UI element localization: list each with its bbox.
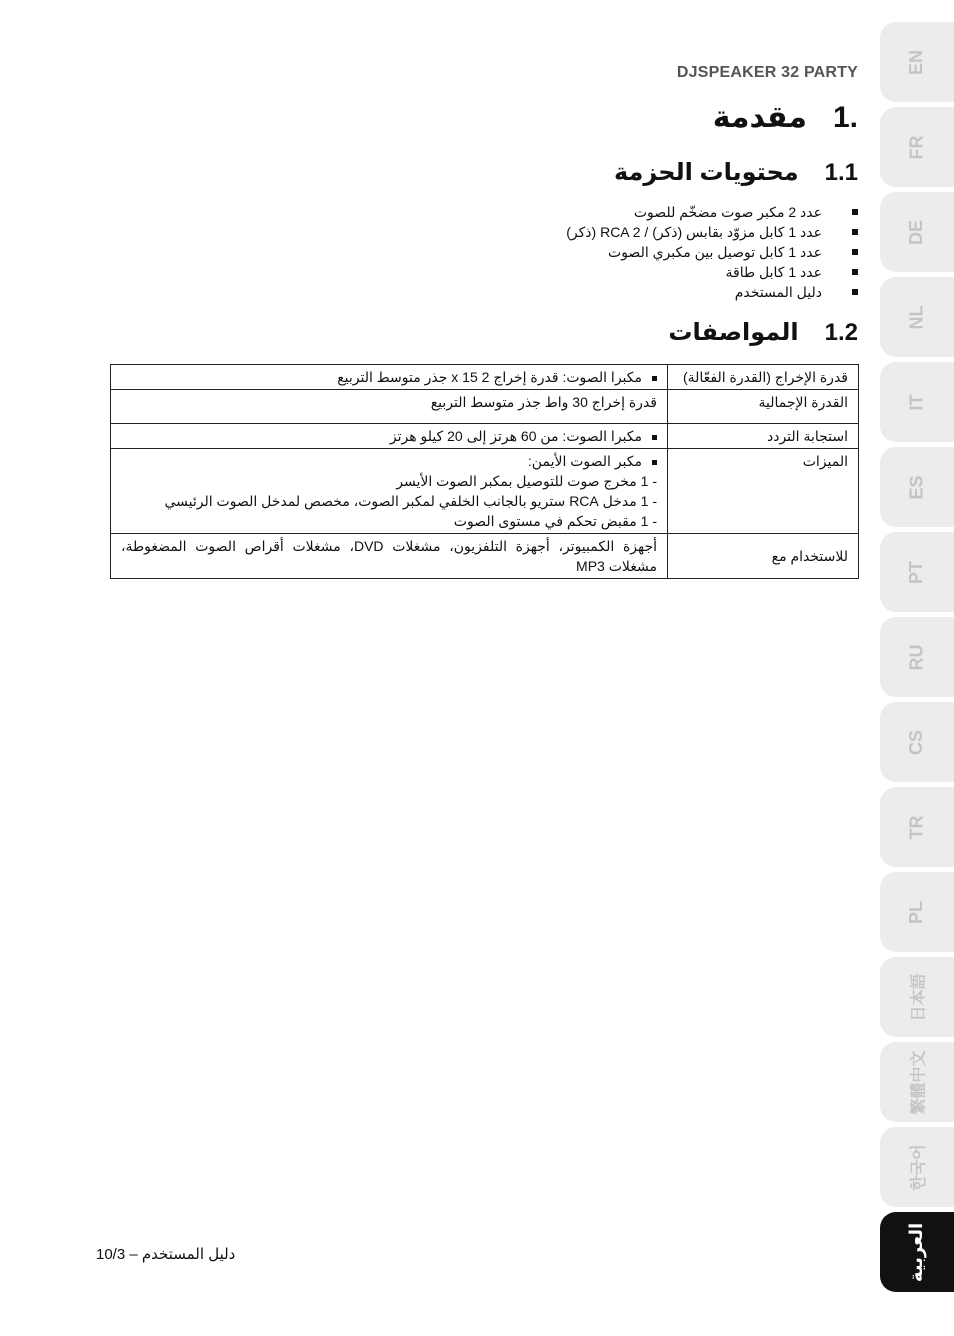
spec-label: قدرة الإخراج (القدرة الفعّالة) [668,365,859,390]
language-tab-ru[interactable]: RU [880,617,954,697]
section-title: مقدمة [712,101,807,134]
language-tab-it[interactable]: IT [880,362,954,442]
list-item: عدد 1 كابل مزوّد بقابس (ذكر) / RCA 2 (ذكر) [566,222,858,242]
spec-value: مكبر الصوت الأيمن: - 1 مخرج صوت للتوصيل بمكبر الصوت الأيسر - 1 مدخل RCA ستريو بالجانب الخلفي لمكبر الصوت، مخصص لمدخل الصوت الرئيسي - 1 مقبض تحكم في مستوى الصوت [111,449,668,534]
table-row [111,424,859,449]
language-tab-ar[interactable]: العربية [880,1212,954,1292]
specifications-table [110,364,859,579]
bullet-icon [652,435,657,440]
language-tab-ko[interactable]: 한국어 [880,1127,954,1207]
section-heading-specifications [668,318,858,347]
package-contents-list [566,202,858,302]
table-row [111,449,859,534]
bullet-icon [852,209,858,215]
language-tab-ja[interactable]: 日本語 [880,957,954,1037]
language-tab-zh[interactable]: 繁體中文 [880,1042,954,1122]
list-item: عدد 2 مكبر صوت مضخّم للصوت [566,202,858,222]
bullet-icon [852,269,858,275]
language-tabs [880,22,954,1297]
section-title: محتويات الحزمة [613,159,799,186]
language-tab-cs[interactable]: CS [880,702,954,782]
section-number: 1.1 [824,159,858,186]
table-row [111,390,859,424]
table-row [111,365,859,390]
section-title: المواصفات [668,319,799,346]
list-item: دليل المستخدم [566,282,858,302]
bullet-icon [852,289,858,295]
language-tab-tr[interactable]: TR [880,787,954,867]
spec-label: للاستخدام مع [668,534,859,579]
page-footer: دليل المستخدم – 10/3 [96,1246,236,1263]
language-tab-pt[interactable]: PT [880,532,954,612]
product-header: DJSPEAKER 32 PARTY [676,64,858,81]
spec-label: القدرة الإجمالية [668,390,859,424]
bullet-icon [852,229,858,235]
section-heading-introduction [713,100,858,135]
language-tab-pl[interactable]: PL [880,872,954,952]
spec-value: مكبرا الصوت: قدرة إخراج 2 x 15 جذر متوسط التربيع [111,365,668,390]
spec-value: مكبرا الصوت: من 60 هرتز إلى 20 كيلو هرتز [111,424,668,449]
section-heading-package-contents [614,158,858,187]
language-tab-es[interactable]: ES [880,447,954,527]
bullet-icon [852,249,858,255]
section-number: 1. [832,101,858,134]
section-number: 1.2 [824,319,858,346]
language-tab-de[interactable]: DE [880,192,954,272]
bullet-icon [652,376,657,381]
spec-value: قدرة إخراج 30 واط جذر متوسط التربيع [111,390,668,424]
spec-value: أجهزة الكمبيوتر، أجهزة التلفزيون، مشغلات DVD، مشغلات أقراص الصوت المضغوطة، مشغلات MP3 [111,534,668,579]
spec-label: استجابة التردد [668,424,859,449]
table-row [111,534,859,579]
bullet-icon [652,460,657,465]
list-item: عدد 1 كابل توصيل بين مكبري الصوت [566,242,858,262]
list-item: عدد 1 كابل طاقة [566,262,858,282]
spec-label: الميزات [668,449,859,534]
language-tab-en[interactable]: EN [880,22,954,102]
language-tab-fr[interactable]: FR [880,107,954,187]
language-tab-nl[interactable]: NL [880,277,954,357]
